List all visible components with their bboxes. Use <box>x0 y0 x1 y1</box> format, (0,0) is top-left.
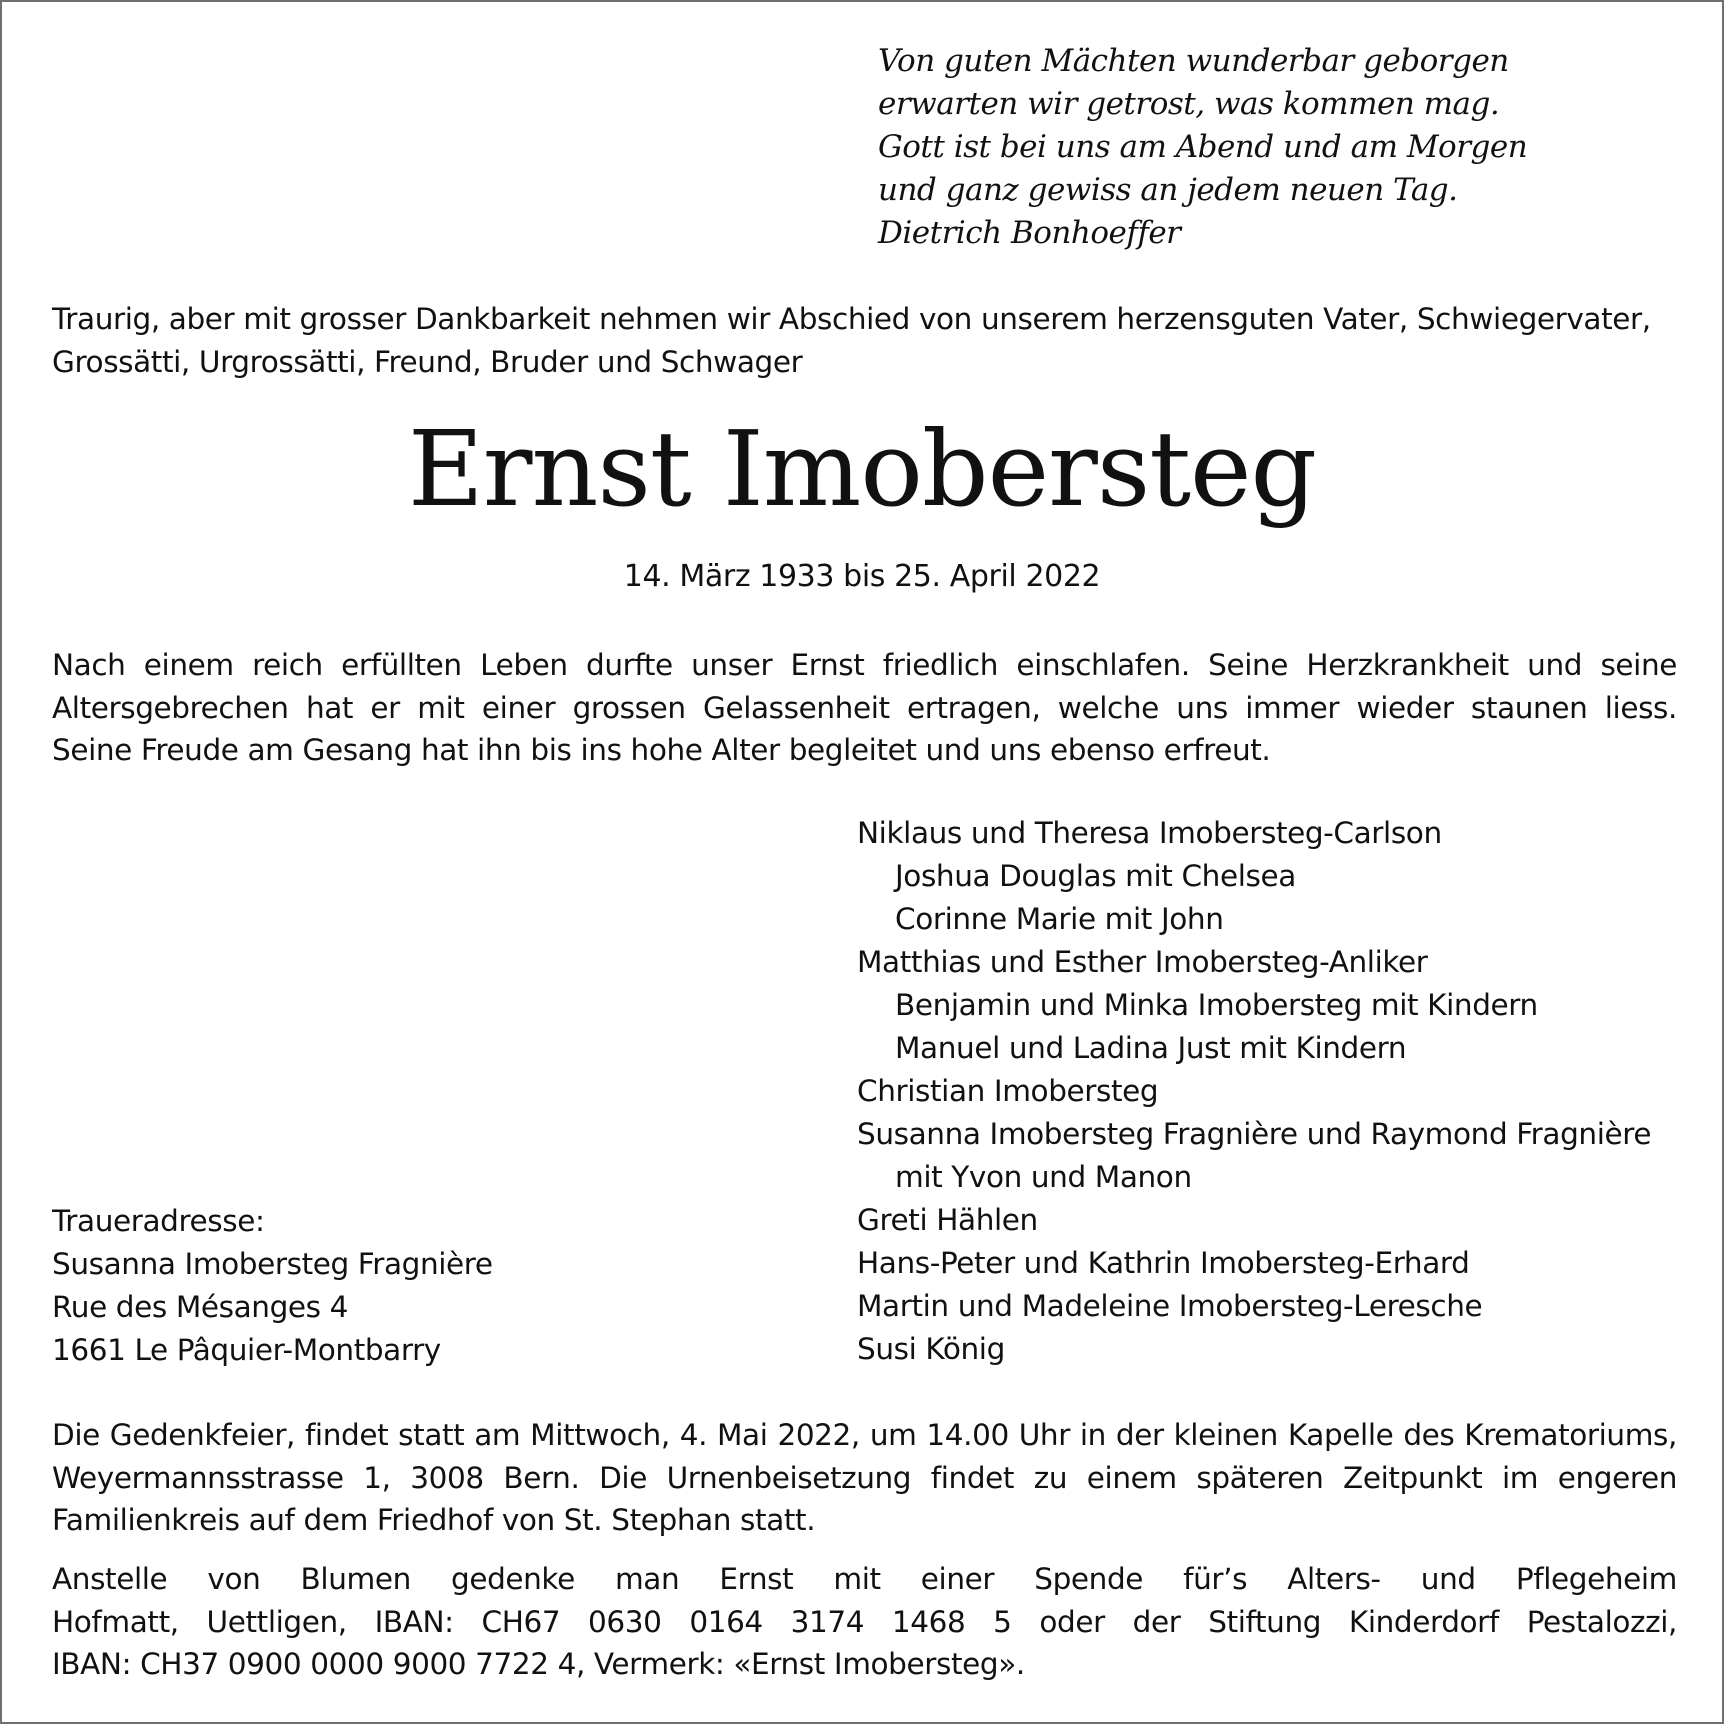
address-label: Traueradresse: <box>52 1204 265 1238</box>
address-street: Rue des Mésanges 4 <box>52 1290 348 1324</box>
address-city: 1661 Le Pâquier-Montbarry <box>52 1333 441 1367</box>
donation-paragraph <box>52 1558 1677 1686</box>
ceremony-paragraph <box>52 1414 1677 1542</box>
intro-line: Traurig, aber mit grosser Dankbarkeit nehmen wir Abschied von unserem herzensguten Vater, Schwiegervater, <box>52 302 1651 336</box>
intro-line: Grossätti, Urgrossätti, Freund, Bruder und Schwager <box>52 345 803 379</box>
deceased-name: Ernst Imobersteg <box>407 408 1317 530</box>
family-member: Susi König <box>857 1332 1005 1366</box>
ceremony-line: Die Gedenkfeier, findet statt am Mittwoch, 4. Mai 2022, um 14.00 Uhr in der kleinen Kapelle des Krematoriums, <box>52 1418 1677 1452</box>
quote-author: Dietrich Bonhoeffer <box>878 215 1181 251</box>
family-member: Christian Imobersteg <box>857 1074 1159 1108</box>
quote-line: Gott ist bei uns am Abend und am Morgen <box>878 129 1528 165</box>
address-name: Susanna Imobersteg Fragnière <box>52 1247 493 1281</box>
family-member: Corinne Marie mit John <box>895 902 1224 936</box>
family-member: mit Yvon und Manon <box>895 1160 1192 1194</box>
ceremony-line: Weyermannsstrasse 1, 3008 Bern. Die Urnenbeisetzung findet zu einem späteren Zeitpunkt im engeren <box>52 1460 1677 1495</box>
family-member: Martin und Madeleine Imobersteg-Leresche <box>857 1289 1483 1323</box>
quote-line: erwarten wir getrost, was kommen mag. <box>878 86 1500 122</box>
tribute-paragraph <box>52 644 1677 772</box>
family-list <box>857 812 1651 1371</box>
family-member: Greti Hählen <box>857 1203 1038 1237</box>
tribute-line: Nach einem reich erfüllten Leben durfte unser Ernst friedlich einschlafen. Seine Herzkrankheit und seine <box>52 648 1677 682</box>
family-member: Benjamin und Minka Imobersteg mit Kindern <box>895 988 1538 1022</box>
tribute-line: Seine Freude am Gesang hat ihn bis ins hohe Alter begleitet und uns ebenso erfreut. <box>52 733 1271 767</box>
quote-line: und ganz gewiss an jedem neuen Tag. <box>878 172 1458 208</box>
mourning-address <box>52 1200 493 1372</box>
family-member: Hans-Peter und Kathrin Imobersteg-Erhard <box>857 1246 1470 1280</box>
quote-line: Von guten Mächten wunderbar geborgen <box>878 43 1509 79</box>
donation-line: Hofmatt, Uettligen, IBAN: CH67 0630 0164 3174 1468 5 oder der Stiftung Kinderdorf Pestalozzi, <box>52 1604 1677 1639</box>
ceremony-line: Familienkreis auf dem Friedhof von St. Stephan statt. <box>52 1503 816 1537</box>
donation-line: IBAN: CH37 0900 0000 9000 7722 4, Vermerk: «Ernst Imobersteg». <box>52 1647 1025 1681</box>
life-dates: 14. März 1933 bis 25. April 2022 <box>623 559 1101 594</box>
family-member: Niklaus und Theresa Imobersteg-Carlson <box>857 816 1442 850</box>
intro-paragraph <box>52 298 1677 384</box>
tribute-line: Altersgebrechen hat er mit einer grossen Gelassenheit ertragen, welche uns immer wieder staunen liess. <box>52 690 1677 725</box>
family-member: Matthias und Esther Imobersteg-Anliker <box>857 945 1428 979</box>
family-member: Susanna Imobersteg Fragnière und Raymond Fragnière <box>857 1117 1652 1151</box>
family-member: Manuel und Ladina Just mit Kindern <box>895 1031 1407 1065</box>
bonhoeffer-quote <box>878 40 1527 255</box>
family-member: Joshua Douglas mit Chelsea <box>895 859 1296 893</box>
donation-line: Anstelle von Blumen gedenke man Ernst mit einer Spende für’s Alters- und Pflegeheim <box>52 1562 1677 1596</box>
